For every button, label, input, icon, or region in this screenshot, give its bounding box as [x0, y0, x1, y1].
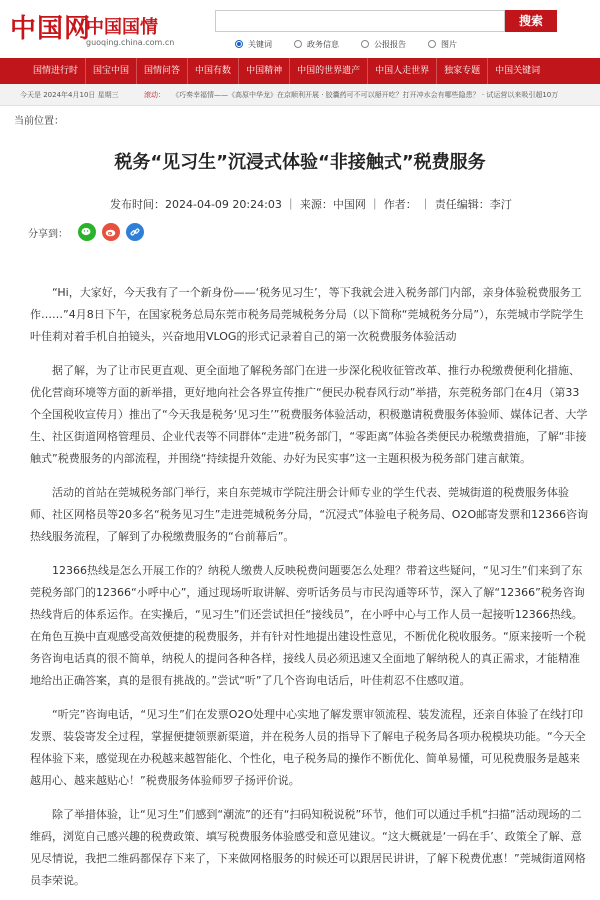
- search-option-label: 关键词: [248, 39, 272, 49]
- radio-selected-icon[interactable]: [235, 40, 243, 48]
- nav-item[interactable]: 国情进行时: [0, 58, 86, 84]
- share-label: 分享到：: [28, 228, 68, 240]
- main-nav: [0, 58, 600, 84]
- search-option-gov-info[interactable]: [294, 38, 339, 50]
- nav-item[interactable]: 中国关键词: [495, 66, 541, 76]
- article-paragraph: “听完”咨询电话，“见习生”们在发票O2O处理中心实地了解发票审领流程、装发流程，还亲自体验了在线打印发票、装袋寄发全过程，掌握便捷领票新渠道，并在税务人员的指导下了解电子税务局各项办税模块功能。“今天全程体验下来，感觉现在办税越来越智能化、个性化，电子税务局的操作不断优化、简单易懂，可见税费服务是越来越用心、越来越贴心！”税费服务体验师罗子扬评价说。: [30, 708, 586, 787]
- article-title: 税务“见习生”沉浸式体验“非接触式”税费服务: [114, 152, 486, 173]
- breadcrumb: 当前位置：: [14, 116, 64, 127]
- nav-item[interactable]: 中国有数: [188, 58, 239, 84]
- wechat-icon[interactable]: [78, 223, 96, 241]
- search-input[interactable]: [215, 10, 505, 32]
- weibo-icon[interactable]: [102, 223, 120, 241]
- search-option-images[interactable]: [428, 38, 457, 50]
- radio-icon[interactable]: [361, 40, 369, 48]
- link-icon[interactable]: [126, 223, 144, 241]
- radio-icon[interactable]: [428, 40, 436, 48]
- nav-item[interactable]: 国宝中国: [86, 58, 137, 84]
- search-option-label: 政务信息: [307, 39, 339, 49]
- site-logo[interactable]: [10, 8, 175, 50]
- ticker-text[interactable]: 《巧奏幸福情——《高原中华龙》在京顺利开展 · 胶囊药可不可以掰开吃？打开冲水会有哪些隐患？ · 试运营以来吸引超10万: [172, 91, 559, 99]
- article-paragraph: 12366热线是怎么开展工作的？纳税人缴费人反映税费问题要怎么处理？带着这些疑问，“见习生”们来到了东莞税务部门的12366“小呼中心”，通过现场听取讲解、旁听话务员与市民沟通等环节，深入了解“12366”税务咨询热线背后的体系运作。在实操后，“见习生”们还尝试担任“接线员”，在小呼中心与工作人员一起接听12366热线。在角色互换中直观感受高效便捷的税费服务，并有针对性地提出建设性意见，不断优化税收服务。“原来接听一个税务咨询电话真的很不简单，纳税人的提问各种各样，接线人员必须迅速又全面地了解纳税人的真正需求，才能精准地给出正确答案，真的是很有挑战的。”尝试“听”了几个咨询电话后，叶佳莉忍不住感叹道。: [30, 564, 586, 687]
- article-paragraph: “Hi，大家好，今天我有了一个新身份——‘税务见习生’，等下我就会进入税务部门内部，亲身体验税费服务工作……”4月8日下午，在国家税务总局东莞市税务局莞城税务分局（以下简称“莞城税务分局”），东莞城市学院学生叶佳莉对着手机自拍镜头，兴奋地用VLOG的形式记录着自己的第一次税费服务体验活动: [30, 286, 584, 343]
- current-date: 今天是 2024年4月10日 星期三: [20, 91, 119, 99]
- site-header: [0, 0, 600, 55]
- article-paragraph: 除了举措体验，让“见习生”们感到“潮流”的还有“扫码知税说税”环节，他们可以通过手机“扫描”活动现场的二维码，浏览自己感兴趣的税费政策、填写税费服务体验感受和意见建议。“这大概就是‘一码在手’、政策全了解、意见尽情说，我把二维码都保存下来了，下来做网格服务的时候还可以跟居民讲讲，了解下税费优惠！”莞城街道网格员李荣说。: [30, 808, 586, 887]
- article-paragraph: 据了解，为了让市民更直观、更全面地了解税务部门在进一步深化税收征管改革、推行办税缴费便利化措施、优化营商环境等方面的新举措，更好地向社会各界宣传推广“便民办税春风行动”举措，东莞税务部门在4月（第33个全国税收宣传月）推出了“今天我是税务‘见习生’”税费服务体验活动，积极邀请税费服务体验师、媒体记者、大学生、社区街道网格管理员、企业代表等不同群体“走进”税务部门，“零距离”体验各类便民办税缴费措施，了解“非接触式”税费服务的内部流程，并围绕“持续提升效能、办好为民实事”这一主题积极为税务部门建言献策。: [30, 364, 588, 465]
- nav-item[interactable]: 国情问答: [137, 58, 188, 84]
- logo-subtitle: 中国国情: [86, 17, 158, 38]
- search-options: [235, 38, 457, 50]
- search-option-label: 图片: [441, 39, 457, 49]
- search-button[interactable]: 搜索: [505, 10, 557, 32]
- article-paragraph: 活动的首站在莞城税务部门举行，来自东莞城市学院注册会计师专业的学生代表、莞城街道的税费服务体验师、社区网格员等20多名“税务见习生”走进莞城税务分局，“沉浸式”体验电子税务局、O2O邮寄发票和12366咨询热线服务流程，了解到了办税缴费服务的“台前幕后”。: [30, 486, 589, 543]
- nav-item[interactable]: 中国精神: [239, 58, 290, 84]
- article-meta: 发布时间：2024-04-09 20:24:03 ｜ 来源：中国网 ｜ 作者： ｜ 责任编辑：李汀: [110, 198, 512, 211]
- news-ticker: [0, 84, 600, 106]
- search-option-reports[interactable]: [361, 38, 406, 50]
- ticker-label: 滚动：: [144, 91, 165, 99]
- nav-item[interactable]: 中国人走世界: [368, 58, 437, 84]
- nav-item[interactable]: 独家专题: [437, 58, 488, 84]
- search-option-label: 公报报告: [374, 39, 406, 49]
- search-option-keyword[interactable]: [235, 38, 272, 50]
- radio-icon[interactable]: [294, 40, 302, 48]
- share-bar: [28, 222, 144, 242]
- logo-url: guoqing.china.com.cn: [86, 38, 175, 47]
- nav-item[interactable]: 中国的世界遗产: [290, 58, 368, 84]
- logo-text: 中国网: [10, 14, 92, 44]
- article-body: [30, 282, 590, 900]
